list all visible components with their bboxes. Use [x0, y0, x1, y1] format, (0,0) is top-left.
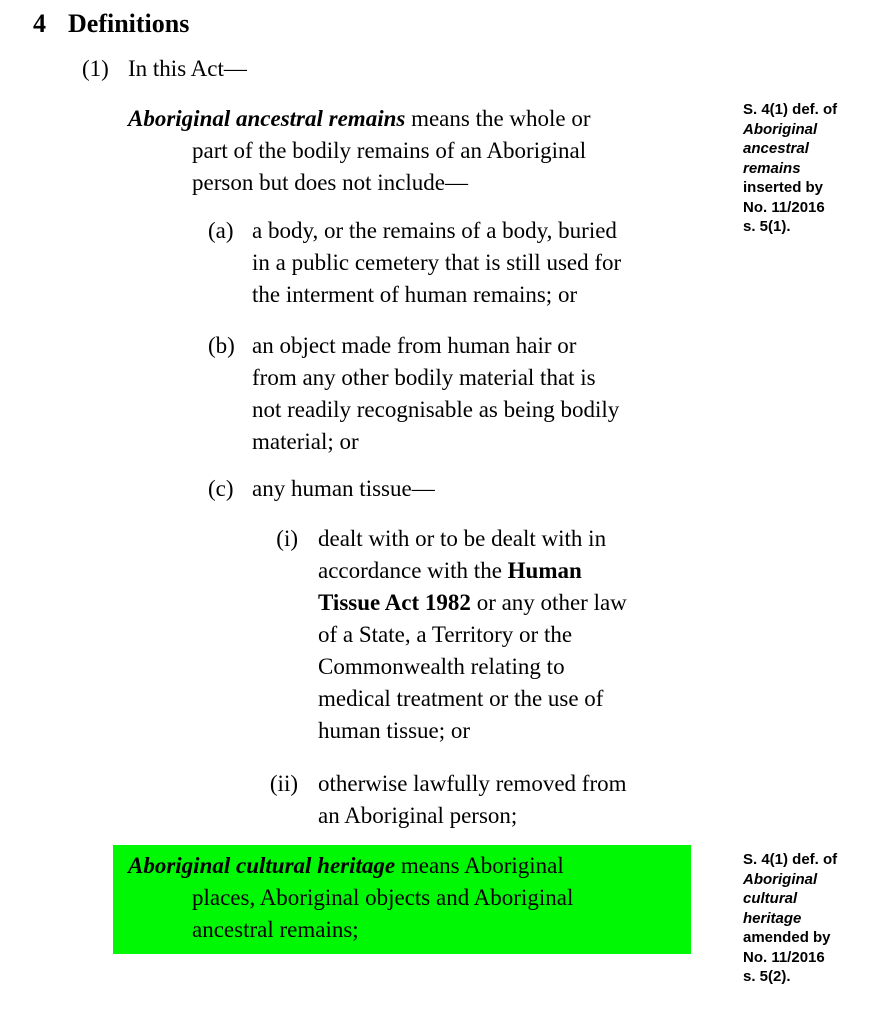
subparagraph-ii [0, 768, 735, 832]
section-number: 4 [33, 9, 46, 38]
subparagraph-i-marker: (i) [276, 526, 298, 551]
margin-note-ancestral-remains: S. 4(1) def. of Aboriginal ancestral remains inserted by No. 11/2016 s. 5(1). [743, 101, 838, 235]
paragraph-c-marker: (c) [208, 476, 234, 501]
definition-aboriginal-cultural-heritage-highlighted: Aboriginal cultural heritage means Aboriginal places, Aboriginal objects and Aboriginal ancestral remains; [113, 845, 691, 954]
paragraph-b-marker: (b) [208, 333, 235, 358]
paragraph-a [0, 215, 735, 311]
paragraph-b [0, 330, 735, 458]
subparagraph-ii-text: otherwise lawfully removed from an Aboriginal person; [318, 771, 627, 828]
subsection-1-marker: (1) [82, 56, 109, 81]
subsection-1 [0, 53, 735, 85]
subparagraph-i-text: dealt with or to be dealt with in accordance with the Human Tissue Act 1982 or any other law of a State, a Territory or the Commonwealth relating to medical treatment or the use of human tissue; or [318, 526, 627, 743]
subparagraph-i [0, 523, 735, 747]
definition-aboriginal-ancestral-remains: Aboriginal ancestral remains means the whole or part of the bodily remains of an Aboriginal person but does not include— [128, 106, 591, 195]
margin-note-cultural-heritage: S. 4(1) def. of Aboriginal cultural heritage amended by No. 11/2016 s. 5(2). [743, 851, 838, 985]
paragraph-c-text: any human tissue— [252, 476, 435, 501]
subparagraph-ii-marker: (ii) [269, 771, 298, 796]
paragraph-a-text: a body, or the remains of a body, buried in a public cemetery that is still used for the interment of human remains; or [252, 218, 622, 307]
paragraph-c [0, 473, 735, 505]
section-heading [0, 8, 735, 40]
subsection-1-text: In this Act— [128, 56, 247, 81]
paragraph-a-marker: (a) [208, 218, 234, 243]
section-title: Definitions [68, 9, 190, 38]
paragraph-b-text: an object made from human hair or from any other bodily material that is not readily recognisable as being bodily material; or [252, 333, 620, 454]
